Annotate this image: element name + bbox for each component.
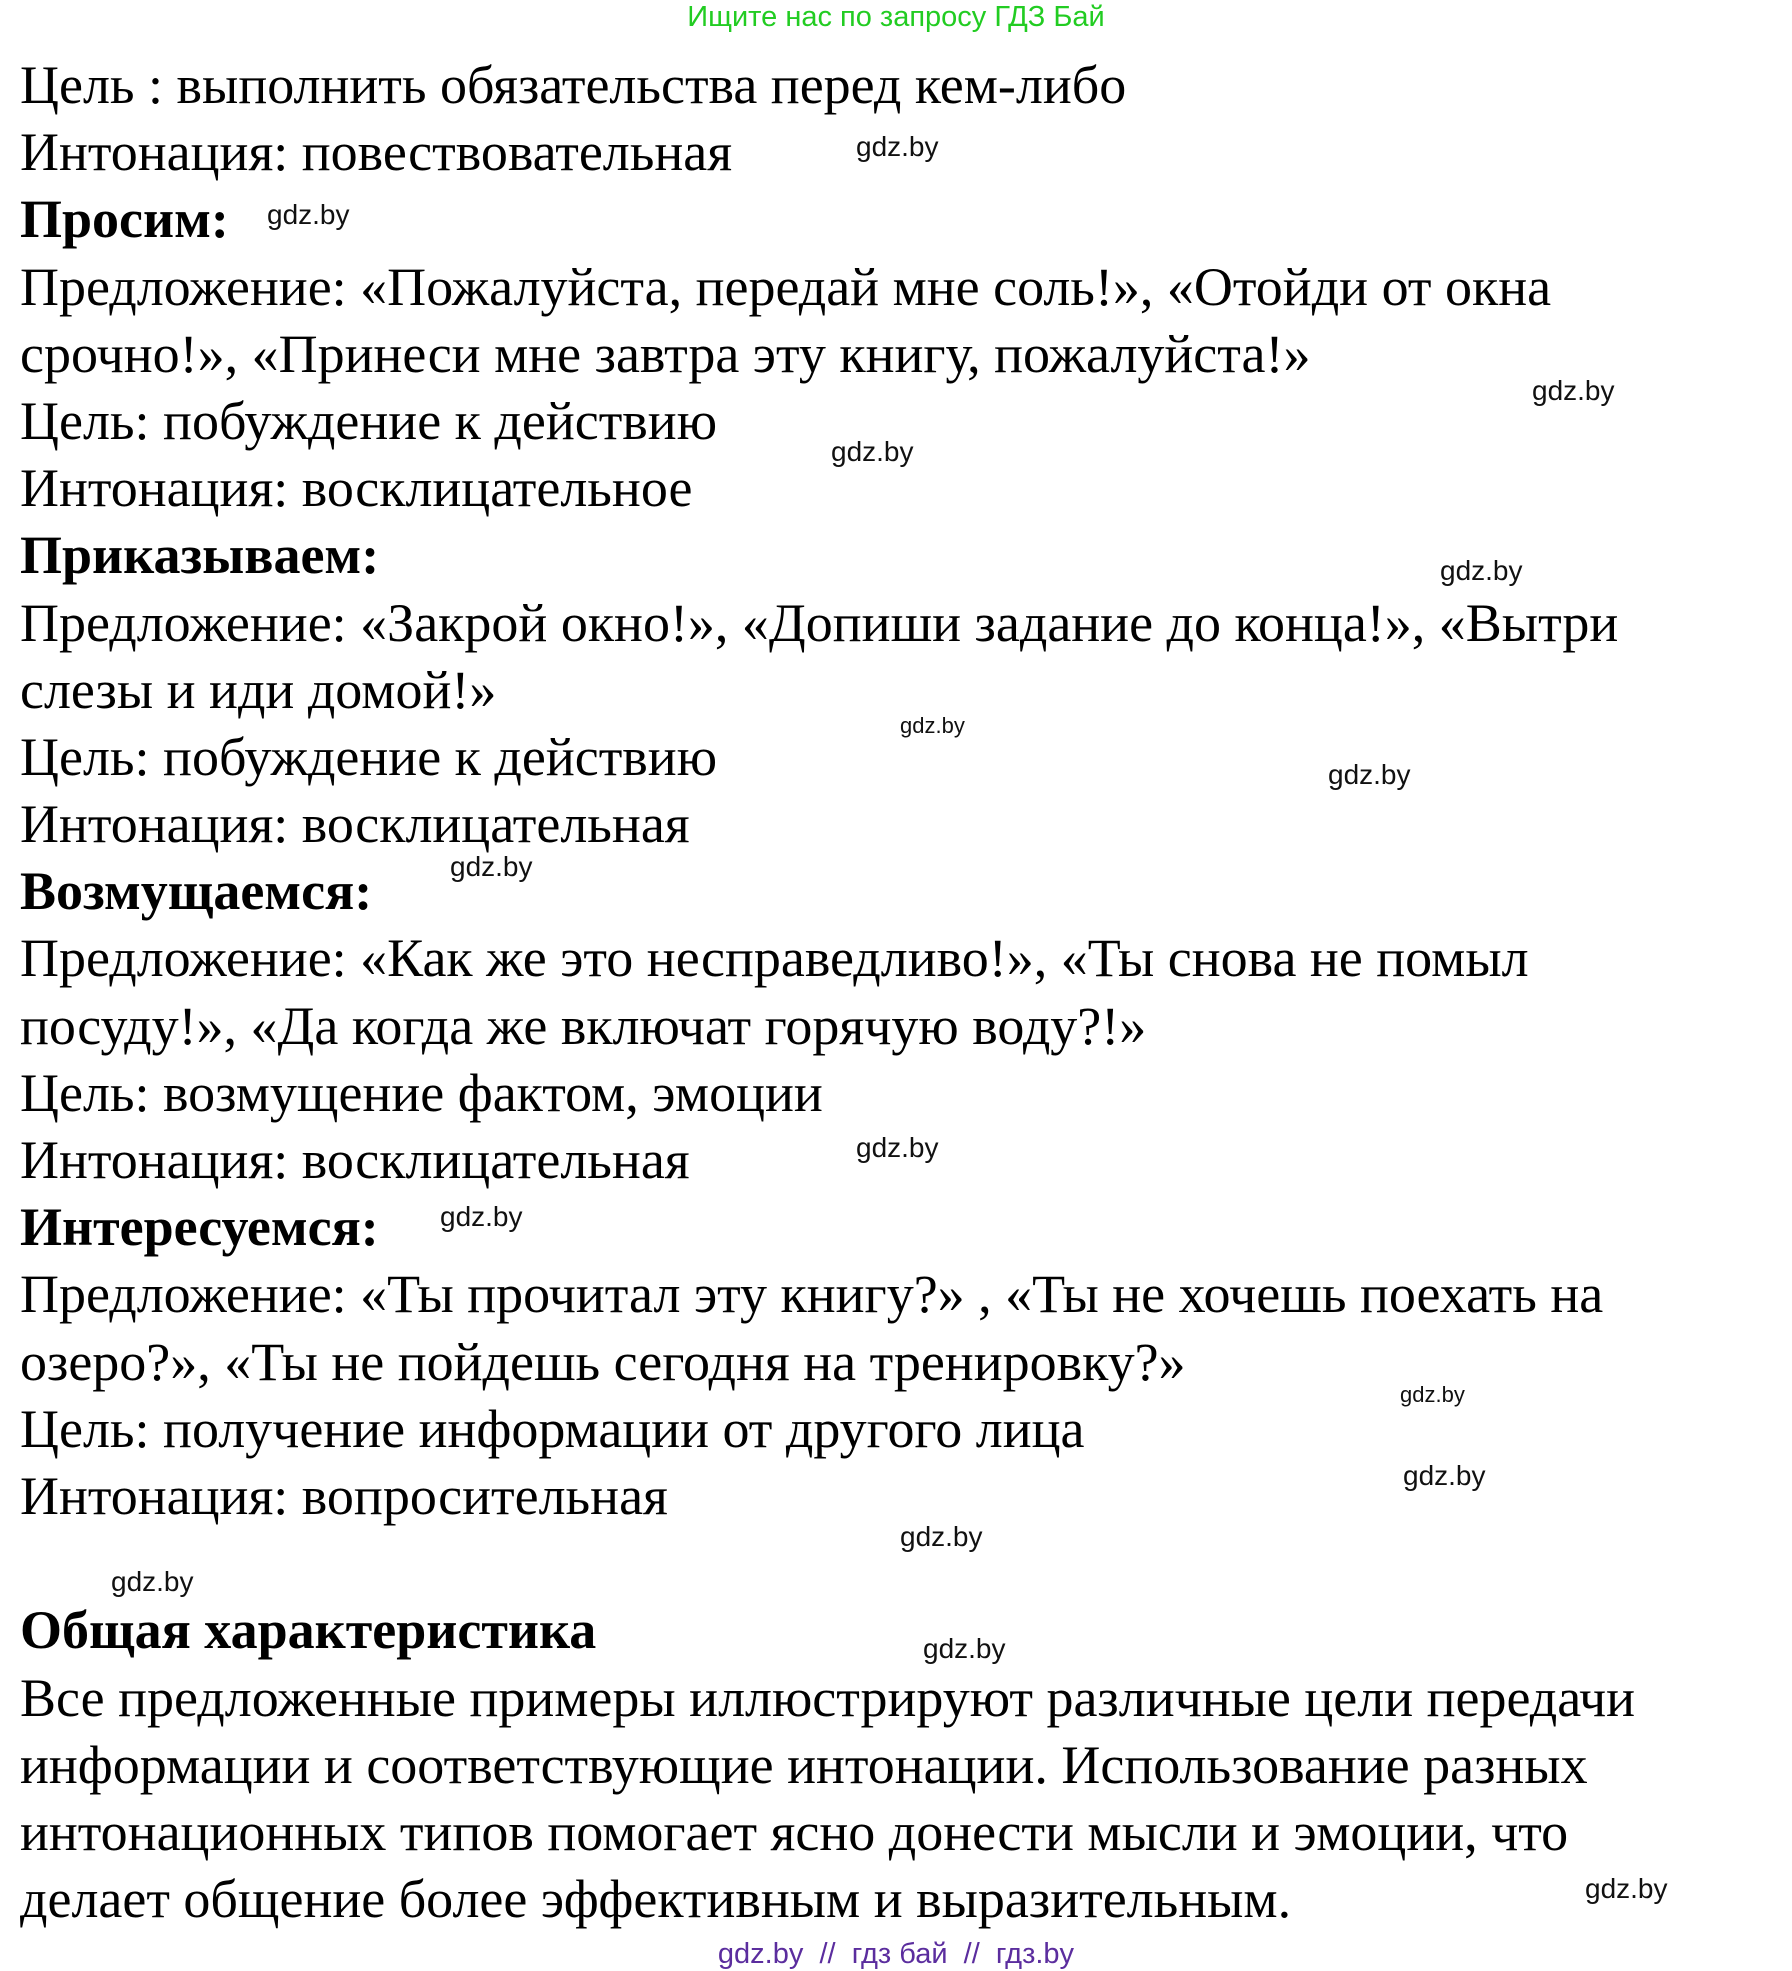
text-line: интонационных типов помогает ясно донести мысли и эмоции, что [20, 1801, 1569, 1862]
watermark: gdz.by [1328, 759, 1411, 790]
text-line: Цель: получение информации от другого лица [20, 1398, 1085, 1459]
text-line: Цель: побуждение к действию [20, 390, 718, 451]
text-line: информации и соответствующие интонации. Использование разных [20, 1734, 1588, 1795]
section-heading: Просим: [20, 189, 229, 250]
text-line: Цель: возмущение фактом, эмоции [20, 1062, 823, 1123]
text-line: делает общение более эффективным и выразительным. [20, 1869, 1292, 1930]
text-line: озеро?», «Ты не пойдешь сегодня на тренировку?» [20, 1331, 1186, 1392]
watermark: gdz.by [1585, 1873, 1668, 1904]
text-line: Все предложенные примеры иллюстрируют различные цели передачи [20, 1667, 1636, 1728]
text-line: Интонация: вопросительная [20, 1465, 668, 1526]
section-heading: Возмущаемся: [20, 861, 373, 922]
watermark: gdz.by [267, 199, 350, 230]
text-line: срочно!», «Принеси мне завтра эту книгу, пожалуйста!» [20, 323, 1311, 384]
text-line: Предложение: «Ты прочитал эту книгу?» , «Ты не хочешь поехать на [20, 1264, 1604, 1325]
watermark: gdz.by [1532, 375, 1615, 406]
watermark: gdz.by [900, 1521, 983, 1552]
text-line: Интонация: повествовательная [20, 122, 733, 183]
text-line: Предложение: «Пожалуйста, передай мне соль!», «Отойди от окна [20, 256, 1552, 317]
watermark: gdz.by [111, 1566, 194, 1597]
text-line: Интонация: восклицательная [20, 1130, 690, 1190]
watermark: gdz.by [440, 1201, 523, 1232]
text-line: Цель: побуждение к действию [20, 726, 718, 787]
text-line: Интонация: восклицательная [20, 794, 690, 855]
document-body [20, 52, 1790, 1933]
text-line: слезы и иди домой!» [20, 659, 497, 720]
section-heading: Интересуемся: [20, 1197, 379, 1258]
watermark: gdz.by [1400, 1382, 1465, 1407]
section-heading: Общая характеристика [20, 1600, 597, 1661]
watermark: gdz.by [923, 1633, 1006, 1664]
section-heading: Приказываем: [20, 525, 380, 586]
watermark: gdz.by [450, 851, 533, 882]
watermark: gdz.by [900, 713, 965, 738]
watermark: gdz.by [856, 131, 939, 162]
text-line: Предложение: «Как же это несправедливо!», «Ты снова не помыл [20, 928, 1529, 989]
text-line: Предложение: «Закрой окно!», «Допиши задание до конца!», «Вытри [20, 592, 1619, 653]
watermark: gdz.by [856, 1132, 939, 1163]
search-hint-header: Ищите нас по запросу ГДЗ Бай [687, 1, 1105, 33]
text-line: посуду!», «Да когда же включат горячую воду?!» [20, 995, 1147, 1056]
watermark: gdz.by [831, 436, 914, 467]
watermark: gdz.by [1403, 1460, 1486, 1491]
footer-links: gdz.by // гдз бай // гдз.by [717, 1938, 1075, 1970]
watermark: gdz.by [1440, 555, 1523, 586]
text-line: Цель : выполнить обязательства перед кем-либо [20, 55, 1127, 115]
text-line: Интонация: восклицательное [20, 458, 693, 519]
